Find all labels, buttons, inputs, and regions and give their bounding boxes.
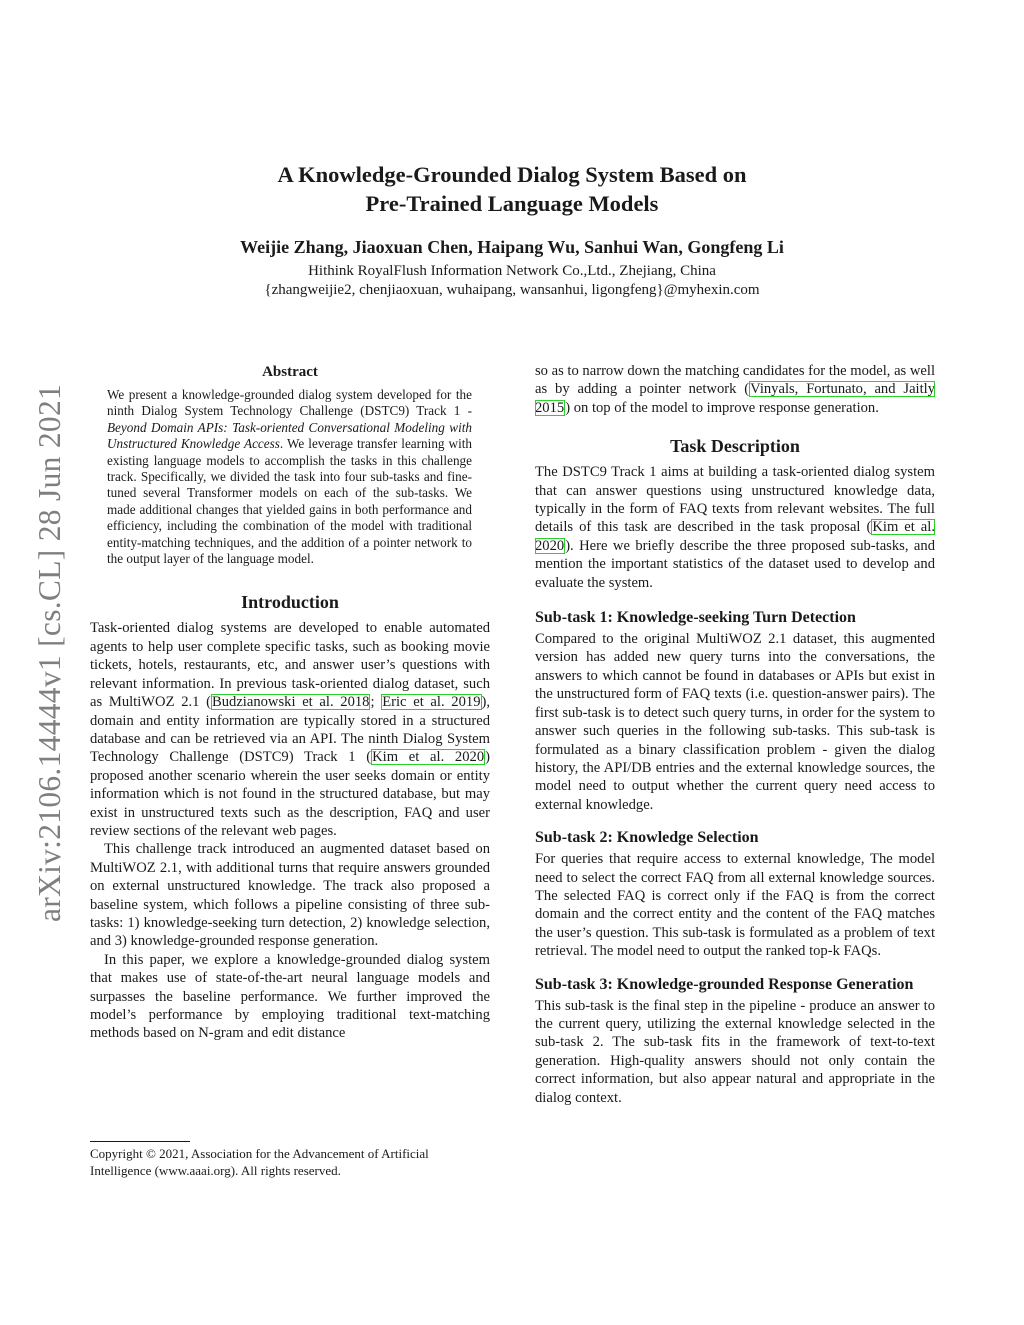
subtask-2-text: For queries that require access to external knowledge, The model need to select the correct FAQ from all external knowledge sources. The selected FAQ is correct only if the FAQ is from the correct domain and the correct entity and the content of the FAQ matches the user’s question. This sub-task is formulated as a problem of text retrieval. The model need to output the ranked top-k FAQs. <box>535 851 935 960</box>
paragraph-text: Task-oriented dialog systems are developed to enable automated agents to help user complete specific tasks, such as booking movie tickets, hotels, restaurants, etc, and answer user’s questions with relevant information. In previous task-oriented dialog dataset, such as MultiWOZ 2.1 ( <box>90 620 490 711</box>
abstract-text <box>107 387 472 567</box>
abstract-text-part: We present a knowledge-grounded dialog system developed for the ninth Dialog System Technology Challenge (DSTC9) Track 1 - <box>107 387 472 419</box>
author-list: Weijie Zhang, Jiaoxuan Chen, Haipang Wu, Sanhui Wan, Gongfeng Li <box>240 237 784 257</box>
abstract-heading: Abstract <box>262 364 318 380</box>
copyright-text: Copyright © 2021, Association for the Advancement of Artificial Intelligence (www.aaai.org). All rights reserved. <box>90 1146 429 1178</box>
abstract-track-title: Beyond Domain APIs: Task-oriented Conversational Modeling with Unstructured Knowledge Access <box>107 419 472 452</box>
subtask-2-heading: Sub-task 2: Knowledge Selection <box>535 829 759 847</box>
title-line-1: A Knowledge-Grounded Dialog System Based on <box>277 162 747 187</box>
paper-title <box>0 160 1024 218</box>
paragraph-text: so as to narrow down the matching candidates for the model, as well as by adding a pointer network ( <box>535 363 936 398</box>
subtask-1-heading: Sub-task 1: Knowledge-seeking Turn Detection <box>535 609 856 627</box>
subtask-3-heading: Sub-task 3: Knowledge-grounded Response Generation <box>535 975 914 993</box>
subtask-3-text: This sub-task is the final step in the pipeline - produce an answer to the current query, utilizing the external knowledge selected in the sub-task 2. The sub-task fits in the framework of text-to-text generation. High-quality answers should not only contain the correct information, but also appear natural and appropriate in the dialog context. <box>535 997 935 1106</box>
introduction-paragraph-1 <box>90 619 490 840</box>
paragraph-text: ) proposed another scenario wherein the user seeks domain or entity information which is not found in the structured database, but may exist in unstructured texts such as the description, FAQ and user review sections of the relevant web pages. <box>90 749 490 839</box>
subtask-1-text: Compared to the original MultiWOZ 2.1 dataset, this augmented version has added new query turns into the conversations, the answers to which cannot be found in databases or APIs but exist in the unstructured form of FAQ texts (i.e. question-answer pairs). The first sub-task is to detect such query turns, in order for the system to answer such queries in the following sub-tasks. This sub-task is formulated as a binary classification problem - given the dialog history, the API/DB entries and the external knowledge sources, the model need to output whether the current query need access to external knowledge. <box>535 631 935 813</box>
arxiv-identifier-text: arXiv:2106.14444v1 [cs.CL] 28 Jun 2021 <box>32 383 67 922</box>
paragraph-text: ). Here we briefly describe the three proposed sub-tasks, and mention the important statistics of the dataset used to develop and evaluate the system. <box>535 537 935 591</box>
citation-link[interactable]: Vinyals, Fortunato, and Jaitly 2015 <box>535 381 936 416</box>
affiliation: Hithink RoyalFlush Information Network Co.,Ltd., Zhejiang, China <box>308 263 716 279</box>
paragraph-text: ), domain and entity information are typically stored in a structured database and can be retrieved via an API. The ninth Dialog System Technology Challenge (DSTC9) Track 1 ( <box>90 694 491 766</box>
abstract-text-part: . We leverage transfer learning with existing language models to accomplish the tasks in this challenge track. Specifically, we divided the task into four sub-tasks and fine-tuned several Transformer models on each of the sub-tasks. We made additional changes that yielded gains in both performance and efficiency, including the combination of the model with traditional entity-matching techniques, and the addition of a pointer network to the output layer of the language model. <box>107 436 472 567</box>
citation-separator: ; <box>370 694 382 711</box>
author-emails: {zhangweijie2, chenjiaoxuan, wuhaipang, wansanhui, ligongfeng}@myhexin.com <box>264 282 760 298</box>
introduction-paragraph-3-continued <box>535 362 935 417</box>
title-line-2: Pre-Trained Language Models <box>365 191 659 216</box>
introduction-paragraph-3: In this paper, we explore a knowledge-grounded dialog system that makes use of state-of-the-art neural language models and surpasses the baseline performance. We further improved the model’s performance by employing traditional text-matching methods based on N-gram and edit distance <box>90 951 490 1042</box>
citation-link[interactable]: Kim et al. 2020 <box>372 749 485 766</box>
introduction-heading: Introduction <box>241 592 339 613</box>
left-column <box>90 362 490 1043</box>
copyright-footnote <box>90 1141 490 1179</box>
paragraph-text: The DSTC9 Track 1 aims at building a task-oriented dialog system that can answer questions using unstructured knowledge data, typically in the form of FAQ texts from relevant websites. The full details of this task are described in the task proposal ( <box>535 464 935 536</box>
citation-link[interactable]: Budzianowski et al. 2018 <box>212 694 370 711</box>
task-description-heading: Task Description <box>670 436 800 457</box>
citation-link[interactable]: Eric et al. 2019 <box>382 694 481 711</box>
right-column <box>535 362 935 1107</box>
affiliation-block <box>0 262 1024 300</box>
citation-link[interactable]: Kim et al. 2020 <box>535 519 935 554</box>
task-description-paragraph <box>535 463 935 592</box>
arxiv-identifier <box>32 365 68 940</box>
introduction-paragraph-2: This challenge track introduced an augmented dataset based on MultiWOZ 2.1, with additional turns that require answers grounded on external unstructured knowledge. The track also proposed a baseline system, which follows a pipeline consisting of three sub-tasks: 1) knowledge-seeking turn detection, 2) knowledge selection, and 3) knowledge-grounded response generation. <box>90 841 490 950</box>
paragraph-text: ) on top of the model to improve response generation. <box>565 399 879 416</box>
footnote-divider <box>90 1141 190 1142</box>
